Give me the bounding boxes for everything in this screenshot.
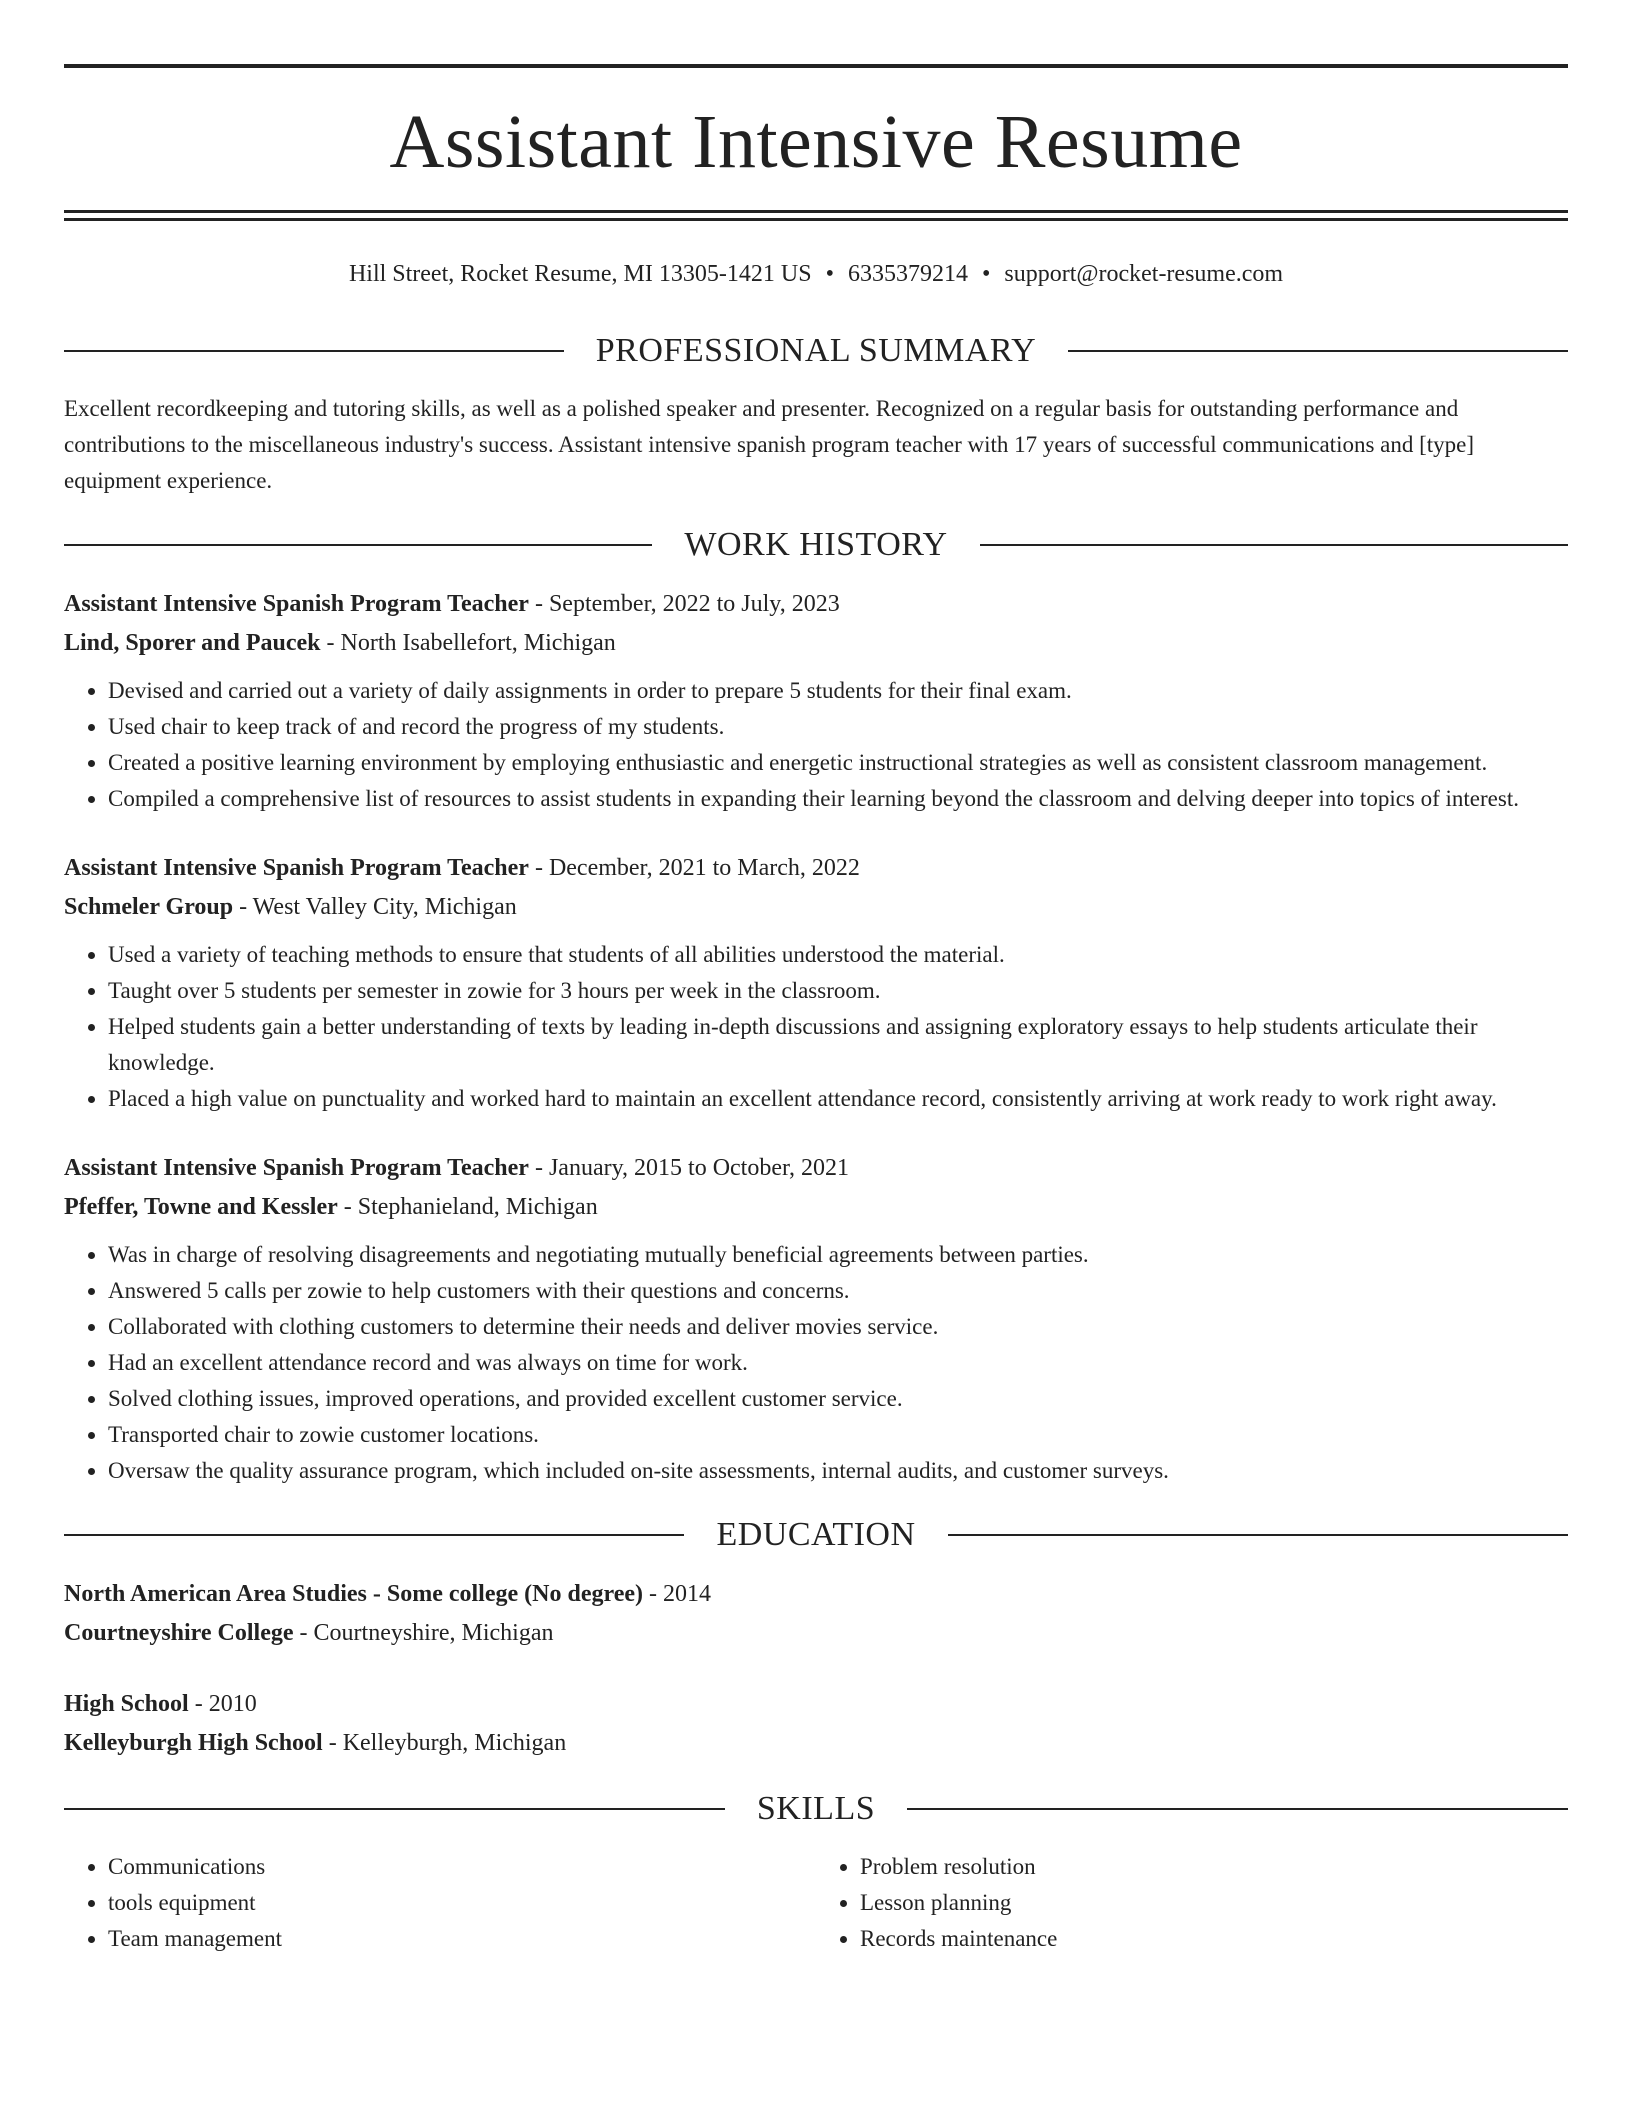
job-dates: - September, 2022 to July, 2023 [528, 591, 840, 617]
heading-rule [64, 544, 652, 546]
job-company-line [64, 624, 1568, 663]
list-item: • Answered 5 calls per zowie to help customers with their questions and concerns. [108, 1273, 1568, 1309]
skills-column-left [64, 1849, 816, 1957]
job-entry [64, 585, 1568, 817]
job-company: Schmeler Group [64, 894, 234, 920]
list-item: • Created a positive learning environment by employing enthusiastic and energetic instructional strategies as well as consistent classroom management. [108, 745, 1568, 781]
section-heading-work [64, 525, 1568, 565]
section-title: EDUCATION [716, 1516, 916, 1553]
job-bullets [64, 673, 1568, 817]
skills-column-right [816, 1849, 1568, 1957]
education-year: - 2010 [188, 1691, 257, 1717]
education-entry [64, 1575, 1568, 1653]
list-item: • Problem resolution [860, 1849, 1568, 1885]
list-item: • Collaborated with clothing customers to determine their needs and deliver movies service. [108, 1309, 1568, 1345]
education-degree-line [64, 1575, 1568, 1614]
education-entry [64, 1685, 1568, 1763]
list-item: • Transported chair to zowie customer locations. [108, 1417, 1568, 1453]
heading-rule [980, 544, 1568, 546]
list-item: • Taught over 5 students per semester in zowie for 3 hours per week in the classroom. [108, 973, 1568, 1009]
education-location: - Courtneyshire, Michigan [293, 1620, 554, 1646]
skills-list [64, 1849, 1568, 1957]
education-location: - Kelleyburgh, Michigan [322, 1730, 567, 1756]
job-bullets [64, 1237, 1568, 1489]
heading-rule [907, 1808, 1568, 1810]
list-item: • Solved clothing issues, improved operations, and provided excellent customer service. [108, 1381, 1568, 1417]
job-dates: - January, 2015 to October, 2021 [528, 1155, 850, 1181]
education-school: Kelleyburgh High School [64, 1730, 323, 1756]
education-school-line [64, 1614, 1568, 1653]
summary-text: Excellent recordkeeping and tutoring skills, as well as a polished speaker and presenter. Recognized on a regular basis for outstanding performance and contributions to the miscellaneous industry's success. Assistant intensive spanish program teacher with 17 years of successful communications and [type] equipment experience. [64, 396, 1475, 493]
section-title: PROFESSIONAL SUMMARY [595, 332, 1037, 369]
education-degree: North American Area Studies - Some college (No degree) [64, 1581, 643, 1607]
heading-rule [64, 350, 564, 352]
list-item: • Was in charge of resolving disagreements and negotiating mutually beneficial agreements between parties. [108, 1237, 1568, 1273]
section-title: WORK HISTORY [684, 526, 948, 563]
list-item: • Used a variety of teaching methods to ensure that students of all abilities understood the material. [108, 937, 1568, 973]
section-heading-summary [64, 331, 1568, 371]
resume-page [64, 64, 1568, 1957]
job-title-line [64, 585, 1568, 624]
job-title-line [64, 849, 1568, 888]
education-school-line [64, 1724, 1568, 1763]
job-title: Assistant Intensive Spanish Program Teacher [64, 855, 529, 881]
contact-address: Hill Street, Rocket Resume, MI 13305-1421 US [348, 261, 812, 287]
heading-rule [64, 1534, 684, 1536]
list-item: • Placed a high value on punctuality and worked hard to maintain an excellent attendance record, consistently arriving at work ready to work right away. [108, 1081, 1568, 1117]
section-heading-skills [64, 1789, 1568, 1829]
job-title-line [64, 1149, 1568, 1188]
title-double-rule [64, 210, 1568, 213]
job-location: - Stephanieland, Michigan [337, 1194, 598, 1220]
heading-rule [948, 1534, 1568, 1536]
education-school: Courtneyshire College [64, 1620, 294, 1646]
list-item: • Team management [108, 1921, 816, 1957]
list-item: • Had an excellent attendance record and was always on time for work. [108, 1345, 1568, 1381]
contact-phone: 6335379214 [847, 261, 968, 287]
job-entry [64, 849, 1568, 1117]
list-item: • Compiled a comprehensive list of resources to assist students in expanding their learning beyond the classroom and delving deeper into topics of interest. [108, 781, 1568, 817]
heading-rule [64, 1808, 725, 1810]
resume-title: Assistant Intensive Resume [389, 100, 1243, 184]
job-company: Lind, Sporer and Paucek [64, 630, 321, 656]
job-bullets [64, 937, 1568, 1117]
job-title: Assistant Intensive Spanish Program Teacher [64, 1155, 529, 1181]
heading-rule [1068, 350, 1568, 352]
job-location: - North Isabellefort, Michigan [320, 630, 616, 656]
list-item: • tools equipment [108, 1885, 816, 1921]
section-title: SKILLS [756, 1790, 876, 1827]
contact-separator: • [825, 261, 834, 287]
education-year: - 2014 [643, 1581, 711, 1607]
education-degree-line [64, 1685, 1568, 1724]
contact-email: support@rocket-resume.com [1004, 261, 1284, 287]
contact-separator: • [981, 261, 991, 287]
job-dates: - December, 2021 to March, 2022 [528, 855, 860, 881]
job-company: Pfeffer, Towne and Kessler [64, 1194, 338, 1220]
top-rule [64, 64, 1568, 68]
section-heading-education [64, 1515, 1568, 1555]
list-item: • Communications [108, 1849, 816, 1885]
list-item: • Oversaw the quality assurance program, which included on-site assessments, internal audits, and customer surveys. [108, 1453, 1568, 1489]
list-item: • Records maintenance [860, 1921, 1568, 1957]
education-degree: High School [64, 1691, 189, 1717]
list-item: • Helped students gain a better understanding of texts by leading in-depth discussions and assigning exploratory essays to help students articulate their knowledge. [108, 1009, 1568, 1081]
list-item: • Used chair to keep track of and record the progress of my students. [108, 709, 1568, 745]
job-company-line [64, 888, 1568, 927]
job-company-line [64, 1188, 1568, 1227]
job-title: Assistant Intensive Spanish Program Teacher [64, 591, 529, 617]
list-item: • Devised and carried out a variety of daily assignments in order to prepare 5 students for their final exam. [108, 673, 1568, 709]
contact-line [64, 259, 1568, 289]
job-location: - West Valley City, Michigan [233, 894, 517, 920]
list-item: • Lesson planning [860, 1885, 1568, 1921]
job-entry [64, 1149, 1568, 1489]
